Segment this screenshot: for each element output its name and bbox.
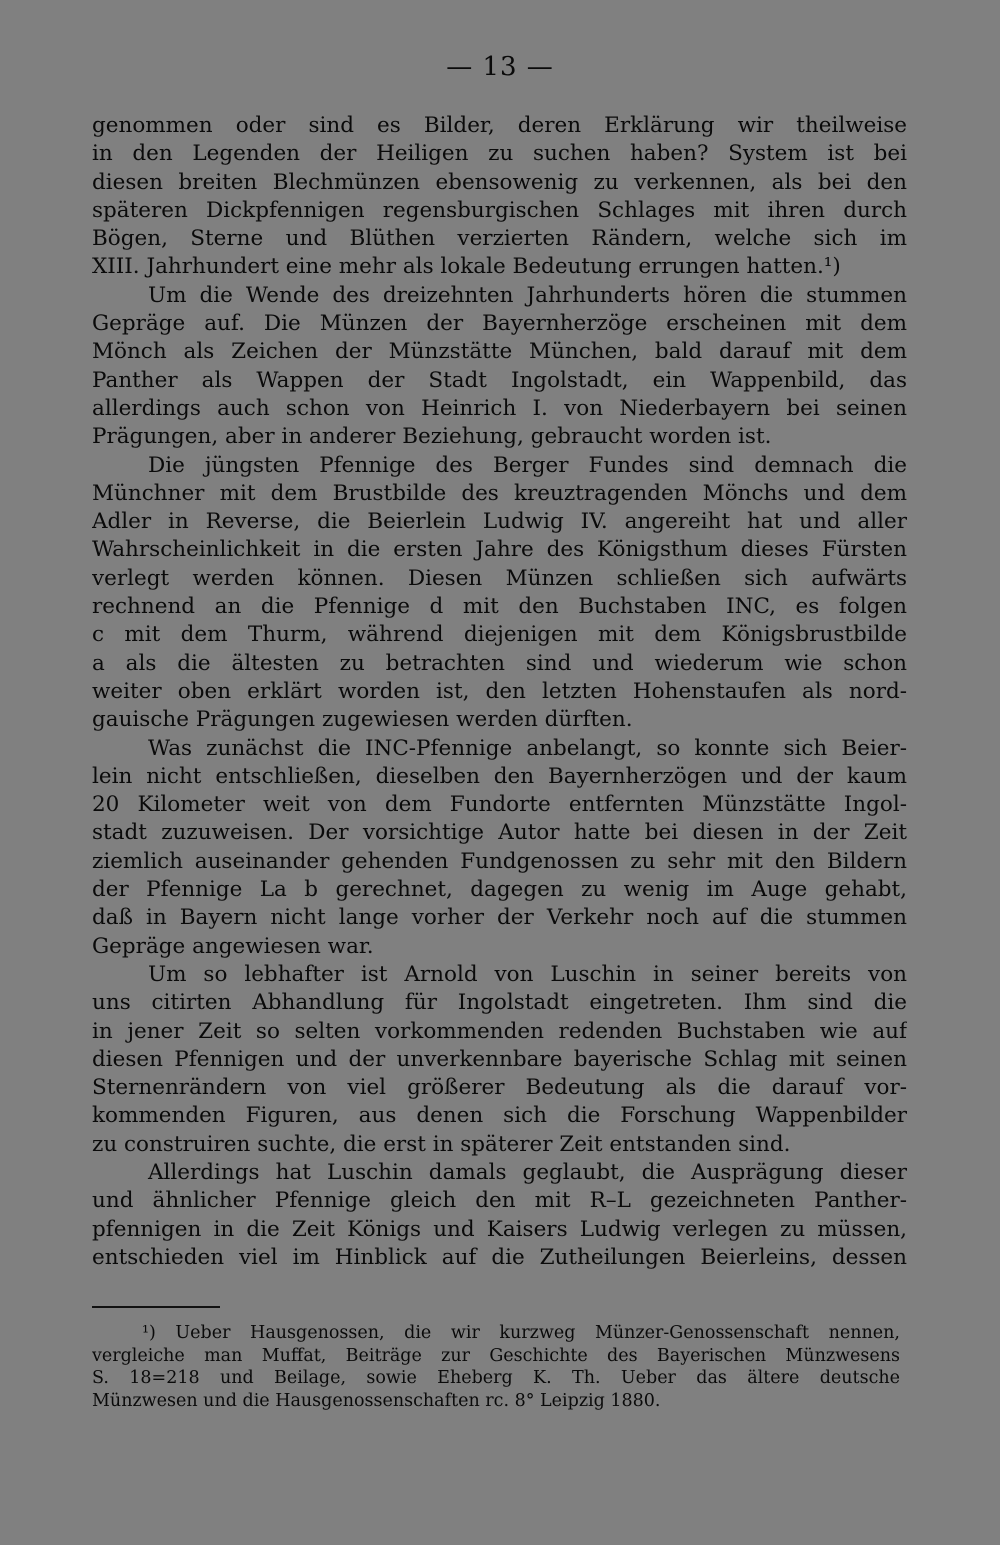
- footnote-line: ¹) Ueber Hausgenossen, die wir kurzweg Münzer-Genossenschaft nennen,: [142, 1323, 900, 1343]
- text-line: genommen oder sind es Bilder, deren Erklärung wir theilweise: [92, 113, 907, 138]
- text-line: allerdings auch schon von Heinrich I. von Niederbayern bei seinen: [92, 395, 907, 421]
- text-line: in den Legenden der Heiligen zu suchen haben? System ist bei: [92, 141, 907, 167]
- text-line: Bögen, Sterne und Blüthen verzierten Rändern, welche sich im: [92, 226, 907, 252]
- text-line: Wahrscheinlichkeit in die ersten Jahre des Königsthum dieses Fürsten: [92, 537, 907, 563]
- footnote-line: S. 18=218 und Beilage, sowie Eheberg K. Th. Ueber das ältere deutsche: [92, 1368, 900, 1389]
- text-line: Was zunächst die INC-Pfennige anbelangt, so konnte sich Beier-: [148, 735, 907, 761]
- text-line: Panther als Wappen der Stadt Ingolstadt, ein Wappenbild, das: [92, 367, 907, 393]
- text-line: 20 Kilometer weit von dem Fundorte entfernten Münzstätte Ingol-: [92, 792, 907, 818]
- text-line: lein nicht entschließen, dieselben den Bayernherzögen und der kaum: [92, 763, 907, 789]
- text-line: Gepräge angewiesen war.: [92, 933, 374, 959]
- text-line: kommenden Figuren, aus denen sich die Forschung Wappenbilder: [92, 1103, 907, 1129]
- text-line: entschieden viel im Hinblick auf die Zutheilungen Beierleins, dessen: [92, 1244, 907, 1270]
- text-line: Um die Wende des dreizehnten Jahrhunderts hören die stummen: [148, 282, 907, 308]
- text-line: uns citirten Abhandlung für Ingolstadt eingetreten. Ihm sind die: [92, 990, 907, 1016]
- text-line: a als die ältesten zu betrachten sind und wiederum wie schon: [92, 650, 907, 676]
- text-line: Adler in Reverse, die Beierlein Ludwig IV. angereiht hat und aller: [92, 509, 907, 535]
- text-line: Mönch als Zeichen der Münzstätte München, bald darauf mit dem: [92, 339, 907, 365]
- text-line: gauische Prägungen zugewiesen werden dürften.: [92, 707, 633, 733]
- text-line: Allerdings hat Luschin damals geglaubt, die Ausprägung dieser: [148, 1159, 907, 1185]
- footnotes: [92, 1322, 900, 1412]
- text-line: diesen breiten Blechmünzen ebensowenig zu verkennen, als bei den: [92, 169, 907, 195]
- footnote-divider: [92, 1306, 220, 1308]
- text-line: pfennigen in die Zeit Königs und Kaisers Ludwig verlegen zu müssen,: [92, 1216, 907, 1242]
- text-line: späteren Dickpfennigen regensburgischen Schlages mit ihren durch: [92, 197, 907, 223]
- text-line: XIII. Jahrhundert eine mehr als lokale Bedeutung errungen hatten.¹): [92, 254, 841, 280]
- text-line: in jener Zeit so selten vorkommenden redenden Buchstaben wie auf: [92, 1018, 907, 1044]
- text-line: Münchner mit dem Brustbilde des kreuztragenden Mönchs und dem: [92, 480, 907, 506]
- text-line: rechnend an die Pfennige d mit den Buchstaben INC, es folgen: [92, 594, 907, 620]
- text-line: ziemlich auseinander gehenden Fundgenossen zu sehr mit den Bildern: [92, 848, 907, 874]
- text-line: Prägungen, aber in anderer Beziehung, gebraucht worden ist.: [92, 424, 772, 450]
- text-line: c mit dem Thurm, während diejenigen mit dem Königsbrustbilde: [92, 622, 907, 648]
- footnote-line: vergleiche man Muffat, Beiträge zur Geschichte des Bayerischen Münzwesens: [92, 1345, 900, 1366]
- page-number: — 13 —: [446, 52, 554, 82]
- text-line: Gepräge auf. Die Münzen der Bayernherzöge erscheinen mit dem: [92, 311, 907, 337]
- footnote-line: Münzwesen und die Hausgenossenschaften rc. 8° Leipzig 1880.: [92, 1390, 661, 1411]
- text-line: und ähnlicher Pfennige gleich den mit R–L gezeichneten Panther-: [92, 1188, 907, 1214]
- text-line: stadt zuzuweisen. Der vorsichtige Autor hatte bei diesen in der Zeit: [92, 820, 907, 846]
- text-line: der Pfennige La b gerechnet, dagegen zu wenig im Auge gehabt,: [92, 877, 907, 903]
- text-line: verlegt werden können. Diesen Münzen schließen sich aufwärts: [92, 565, 907, 591]
- text-line: daß in Bayern nicht lange vorher der Verkehr noch auf die stummen: [92, 905, 907, 931]
- body-text: [92, 112, 907, 1272]
- text-line: diesen Pfennigen und der unverkennbare bayerische Schlag mit seinen: [92, 1046, 907, 1072]
- text-line: Die jüngsten Pfennige des Berger Fundes sind demnach die: [148, 452, 907, 478]
- text-line: weiter oben erklärt worden ist, den letzten Hohenstaufen als nord-: [92, 678, 907, 704]
- text-line: zu construiren suchte, die erst in späterer Zeit entstanden sind.: [92, 1131, 791, 1157]
- text-line: Um so lebhafter ist Arnold von Luschin in seiner bereits von: [148, 961, 907, 987]
- text-line: Sternenrändern von viel größerer Bedeutung als die darauf vor-: [92, 1075, 907, 1101]
